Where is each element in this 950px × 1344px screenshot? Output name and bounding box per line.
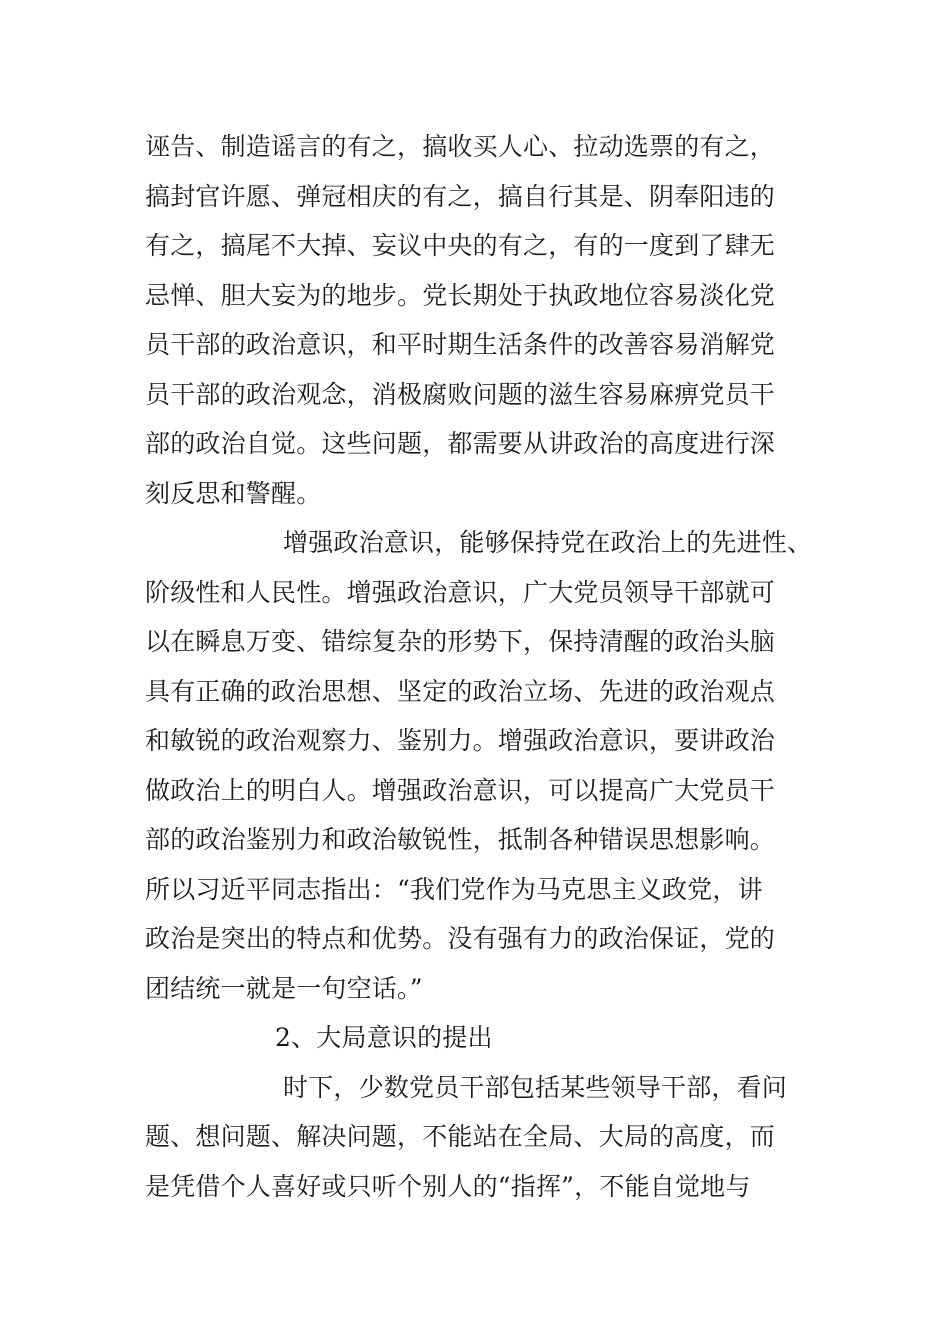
text-line: 部的政治鉴别力和政治敏锐性，抵制各种错误思想影响。 (145, 825, 776, 854)
text-line: 员干部的政治意识，和平时期生活条件的改善容易消解党 (145, 330, 776, 359)
text-line: 阶级性和人民性。增强政治意识，广大党员领导干部就可 (145, 577, 776, 607)
text-line: 以在瞬息万变、错综复杂的形势下，保持清醒的政治头脑 (145, 627, 776, 656)
text-line: 刻反思和警醒。 (145, 478, 322, 508)
text-line: 所以习近平同志指出：“我们党作为马克思主义政党，讲 (145, 874, 763, 904)
text-line: 政治是突出的特点和优势。没有强有力的政治保证，党的 (145, 924, 776, 953)
text-line: 搞封官许愿、弹冠相庆的有之，搞自行其是、阴奉阳违的 (145, 181, 776, 211)
text-line: 有之，搞尾不大掉、妄议中央的有之，有的一度到了肆无 (145, 231, 776, 260)
text-line: 是凭借个人喜好或只听个别人的“指挥”，不能自觉地与 (145, 1171, 751, 1201)
paragraph-first-line: 增强政治意识，能够保持党在政治上的先进性、 (283, 528, 813, 557)
text-line: 做政治上的明白人。增强政治意识，可以提高广大党员干 (145, 775, 776, 805)
text-line: 员干部的政治观念，消极腐败问题的滋生容易麻痹党员干 (145, 379, 776, 409)
text-line: 题、想问题、解决问题，不能站在全局、大局的高度，而 (145, 1122, 776, 1151)
text-line: 和敏锐的政治观察力、鉴别力。增强政治意识，要讲政治 (145, 726, 776, 755)
section-heading: 2、大局意识的提出 (275, 1023, 493, 1052)
paragraph-first-line: 时下，少数党员干部包括某些领导干部，看问 (283, 1072, 788, 1102)
text-line: 部的政治自觉。这些问题，都需要从讲政治的高度进行深 (145, 429, 776, 458)
text-line: 诬告、制造谣言的有之，搞收买人心、拉动选票的有之， (145, 132, 776, 161)
body-text (145, 122, 815, 1211)
text-line: 忌惮、胆大妄为的地步。党长期处于执政地位容易淡化党 (145, 280, 776, 310)
text-line: 团结统一就是一句空话。” (145, 973, 423, 1003)
text-line: 具有正确的政治思想、坚定的政治立场、先进的政治观点 (145, 676, 776, 706)
